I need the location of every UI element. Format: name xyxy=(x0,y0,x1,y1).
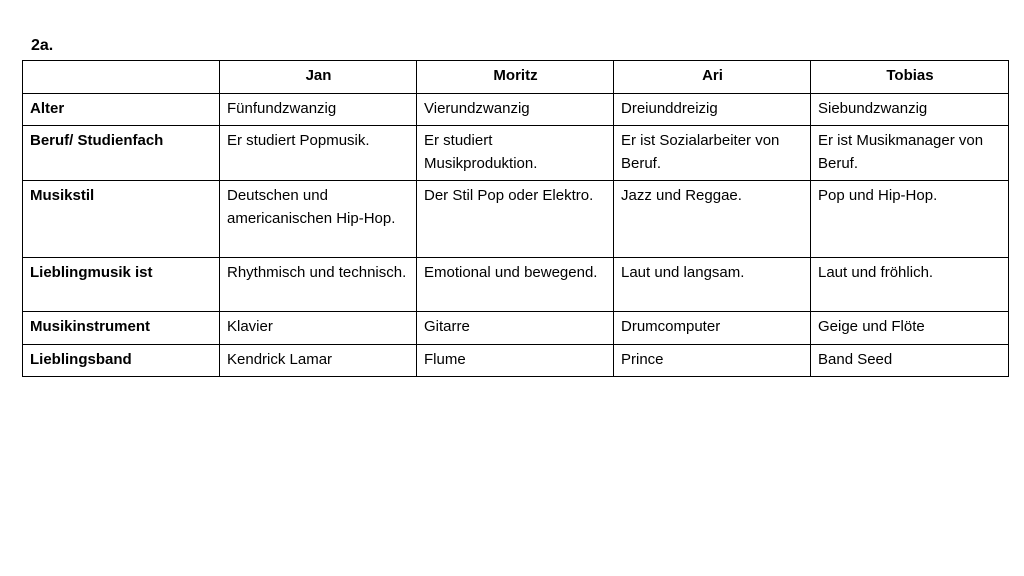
table-cell: Emotional und bewegend. xyxy=(417,258,614,312)
row-label-lieblingmusik: Lieblingmusik ist xyxy=(23,258,220,312)
table-cell: Prince xyxy=(614,344,811,377)
comparison-table xyxy=(22,60,1009,377)
table-cell: Er ist Musikmanager von Beruf. xyxy=(811,126,1009,181)
table-cell: Drumcomputer xyxy=(614,312,811,345)
table-cell: Siebundzwanzig xyxy=(811,93,1009,126)
table-cell: Er studiert Popmusik. xyxy=(220,126,417,181)
table-cell: Pop und Hip-Hop. xyxy=(811,181,1009,258)
table-cell: Laut und langsam. xyxy=(614,258,811,312)
column-header-ari: Ari xyxy=(614,61,811,94)
row-label-musikinstrument: Musikinstrument xyxy=(23,312,220,345)
table-header-row xyxy=(23,61,1009,94)
column-header-tobias: Tobias xyxy=(811,61,1009,94)
table-corner-cell xyxy=(23,61,220,94)
table-cell: Der Stil Pop oder Elektro. xyxy=(417,181,614,258)
table-row xyxy=(23,344,1009,377)
row-label-alter: Alter xyxy=(23,93,220,126)
table-cell: Jazz und Reggae. xyxy=(614,181,811,258)
table-cell: Vierundzwanzig xyxy=(417,93,614,126)
table-row xyxy=(23,126,1009,181)
table-cell: Dreiunddreizig xyxy=(614,93,811,126)
table-cell: Band Seed xyxy=(811,344,1009,377)
table-cell: Er ist Sozialarbeiter von Beruf. xyxy=(614,126,811,181)
table-cell: Deutschen und americanischen Hip-Hop. xyxy=(220,181,417,258)
row-label-lieblingsband: Lieblingsband xyxy=(23,344,220,377)
table-cell: Kendrick Lamar xyxy=(220,344,417,377)
column-header-moritz: Moritz xyxy=(417,61,614,94)
table-row xyxy=(23,93,1009,126)
table-cell: Fünfundzwanzig xyxy=(220,93,417,126)
table-cell: Klavier xyxy=(220,312,417,345)
table-cell: Geige und Flöte xyxy=(811,312,1009,345)
row-label-beruf: Beruf/ Studienfach xyxy=(23,126,220,181)
table-row xyxy=(23,312,1009,345)
table-row xyxy=(23,258,1009,312)
table-cell: Er studiert Musikproduktion. xyxy=(417,126,614,181)
table-row xyxy=(23,181,1009,258)
row-label-musikstil: Musikstil xyxy=(23,181,220,258)
table-cell: Gitarre xyxy=(417,312,614,345)
table-cell: Laut und fröhlich. xyxy=(811,258,1009,312)
table-cell: Rhythmisch und technisch. xyxy=(220,258,417,312)
slide-title: 2a. xyxy=(31,37,54,54)
table-cell: Flume xyxy=(417,344,614,377)
column-header-jan: Jan xyxy=(220,61,417,94)
